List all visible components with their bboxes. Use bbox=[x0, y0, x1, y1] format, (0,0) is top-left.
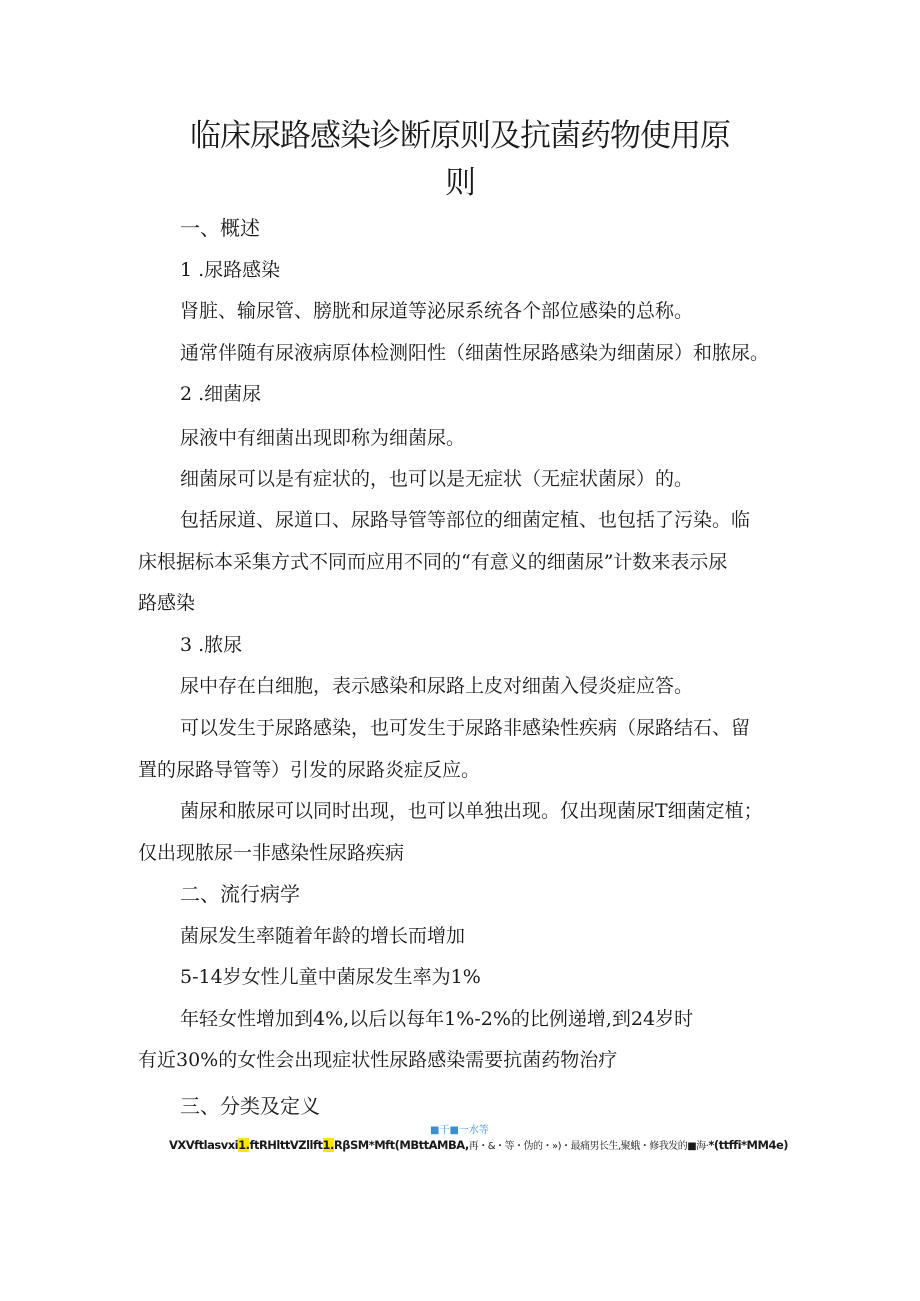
section-heading-epidemiology: 二、流行病学 bbox=[180, 882, 300, 906]
item-heading-uti: 1 .尿路感染 bbox=[180, 259, 281, 281]
paragraph-line: 床根据标本采集方式不同而应用不同的“有意义的细菌尿”计数来表示尿 bbox=[138, 551, 728, 573]
section-heading-classification: 三、分类及定义 bbox=[180, 1094, 320, 1118]
garbled-text-segment: *(ttffi*MM4e) bbox=[708, 1138, 788, 1152]
garbled-ocr-line bbox=[169, 1137, 788, 1155]
item-heading-bacteriuria: 2 .细菌尿 bbox=[180, 383, 262, 405]
paragraph-line: 尿液中有细菌出现即称为细菌尿。 bbox=[180, 427, 466, 449]
paragraph-line: 菌尿和脓尿可以同时出现，也可以单独出现。仅出现菌尿T细菌定植； bbox=[180, 800, 763, 822]
highlighted-text: 1. bbox=[238, 1138, 250, 1152]
paragraph-line: 细菌尿可以是有症状的，也可以是无症状（无症状菌尿）的。 bbox=[180, 468, 694, 490]
paragraph-line: 通常伴随有尿液病原体检测阳性（细菌性尿路感染为细菌尿）和脓尿。 bbox=[180, 342, 770, 364]
paragraph-line: 肾脏、输尿管、膀胱和尿道等泌尿系统各个部位感染的总称。 bbox=[180, 300, 694, 322]
document-title-line1: 临床尿路感染诊断原则及抗菌药物使用原 bbox=[190, 118, 730, 154]
paragraph-line: 有近30%的女性会出现症状性尿路感染需要抗菌药物治疗 bbox=[138, 1049, 618, 1071]
garbled-text-segment: RβSM*Mft(MBttAMBA, bbox=[333, 1138, 469, 1152]
garbled-text-segment: VXVftlasvxi bbox=[169, 1138, 239, 1152]
paragraph-line: 可以发生于尿路感染，也可发生于尿路非感染性疾病（尿路结石、留 bbox=[180, 717, 751, 739]
section-heading-overview: 一、概述 bbox=[180, 216, 260, 240]
paragraph-line: 包括尿道、尿道口、尿路导管等部位的细菌定植、也包括了污染。临 bbox=[180, 509, 751, 531]
paragraph-line: 置的尿路导管等）引发的尿路炎症反应。 bbox=[138, 759, 481, 781]
item-heading-pyuria: 3 .脓尿 bbox=[180, 634, 243, 656]
paragraph-line: 菌尿发生率随着年龄的增长而增加 bbox=[180, 925, 466, 947]
paragraph-line: 尿中存在白细胞，表示感染和尿路上皮对细菌入侵炎症应答。 bbox=[180, 675, 694, 697]
paragraph-line: 仅出现脓尿一非感染性尿路疾病 bbox=[138, 842, 405, 864]
paragraph-line: 5-14岁女性儿童中菌尿发生率为1% bbox=[180, 966, 481, 988]
paragraph-line: 路感染 bbox=[138, 592, 196, 614]
paragraph-line: 年轻女性增加到4%,以后以每年1%-2%的比例递增,到24岁时 bbox=[180, 1008, 694, 1030]
highlighted-text: 1. bbox=[322, 1138, 334, 1152]
small-note-text: ■干■一水等 bbox=[430, 1125, 489, 1136]
garbled-text-segment: 再・&・等・伪的・»)・最痛男长生,聚蛾・修我发的■海· bbox=[468, 1141, 709, 1152]
garbled-text-segment: ftRHlttVZllft bbox=[249, 1138, 323, 1152]
document-title-line2: 则 bbox=[445, 165, 475, 201]
